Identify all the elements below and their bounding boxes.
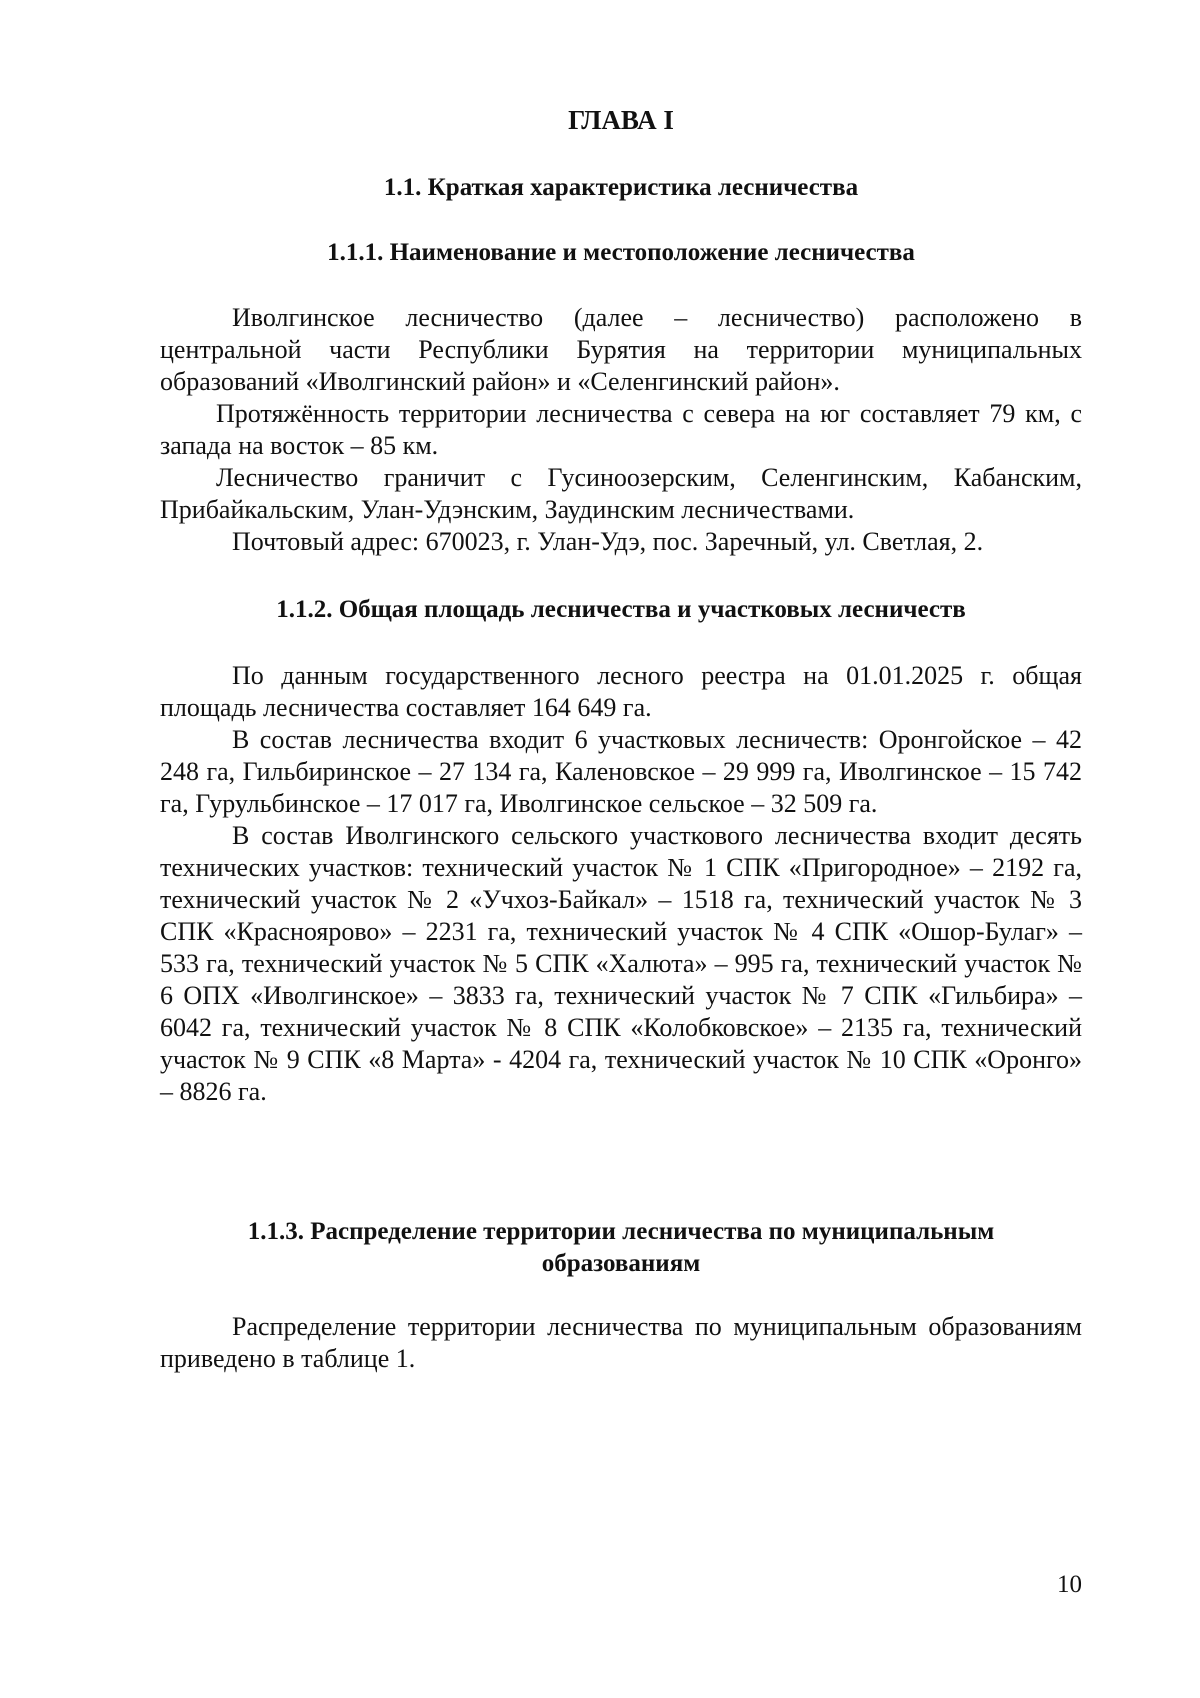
section-1-1-3-body bbox=[160, 1311, 1082, 1375]
paragraph-location: Иволгинское лесничество (далее – лесничество) расположено в центральной части Республики Бурятия на территории муниципальных образований «Иволгинский район» и «Селенгинский район». bbox=[160, 303, 1082, 396]
section-1-1-3-title bbox=[160, 1216, 1082, 1280]
paragraph-total-area: По данным государственного лесного реестра на 01.01.2025 г. общая площадь лесничества составляет 164 649 га. bbox=[160, 661, 1082, 722]
section-1-1-2-body bbox=[160, 660, 1082, 1108]
page-number: 10 bbox=[1057, 1571, 1082, 1598]
paragraph-district-forestries: В состав лесничества входит 6 участковых лесничеств: Оронгойское – 42 248 га, Гильбиринское – 27 134 га, Каленовское – 29 999 га, Иволгинское – 15 742 га, Гурульбинское – 17 017 га, Иволгинское сельское – 32 509 га. bbox=[160, 725, 1082, 818]
document-page bbox=[160, 0, 1082, 1698]
chapter-title: ГЛАВА I bbox=[568, 105, 674, 135]
paragraph-borders: Лесничество граничит с Гусиноозерским, Селенгинским, Кабанским, Прибайкальским, Улан-Удэнским, Заудинским лесничествами. bbox=[160, 463, 1082, 524]
paragraph-technical-plots: В состав Иволгинского сельского участкового лесничества входит десять технических участков: технический участок № 1 СПК «Пригородное» – 2192 га, технический участок № 2 «Учхоз-Байкал» – 1518 га, технический участок № 3 СПК «Красноярово» – 2231 га, технический участок № 4 СПК «Ошор-Булаг» – 533 га, технический участок № 5 СПК «Халюта» – 995 га, технический участок № 6 ОПХ «Иволгинское» – 3833 га, технический участок № 7 СПК «Гильбира» – 6042 га, технический участок № 8 СПК «Колобковское» – 2135 га, технический участок № 9 СПК «8 Марта» - 4204 га, технический участок № 10 СПК «Оронго» – 8826 га. bbox=[160, 821, 1082, 1106]
section-1-1-2-title: 1.1.2. Общая площадь лесничества и участковых лесничеств bbox=[276, 596, 966, 623]
paragraph-distribution: Распределение территории лесничества по муниципальным образованиям приведено в таблице 1. bbox=[160, 1312, 1082, 1373]
section-1-1-title: 1.1. Краткая характеристика лесничества bbox=[383, 174, 859, 201]
section-1-1-1-body bbox=[160, 302, 1082, 558]
section-1-1-1-title: 1.1.1. Наименование и местоположение лесничества bbox=[327, 239, 915, 266]
paragraph-extent: Протяжённость территории лесничества с севера на юг составляет 79 км, с запада на восток – 85 км. bbox=[160, 399, 1082, 460]
paragraph-postal-address: Почтовый адрес: 670023, г. Улан-Удэ, пос. Заречный, ул. Светлая, 2. bbox=[232, 527, 984, 556]
section-1-1-3-title-line1: 1.1.3. Распределение территории лесничества по муниципальным bbox=[247, 1218, 995, 1245]
section-1-1-3-title-line2: образованиям bbox=[541, 1250, 701, 1277]
